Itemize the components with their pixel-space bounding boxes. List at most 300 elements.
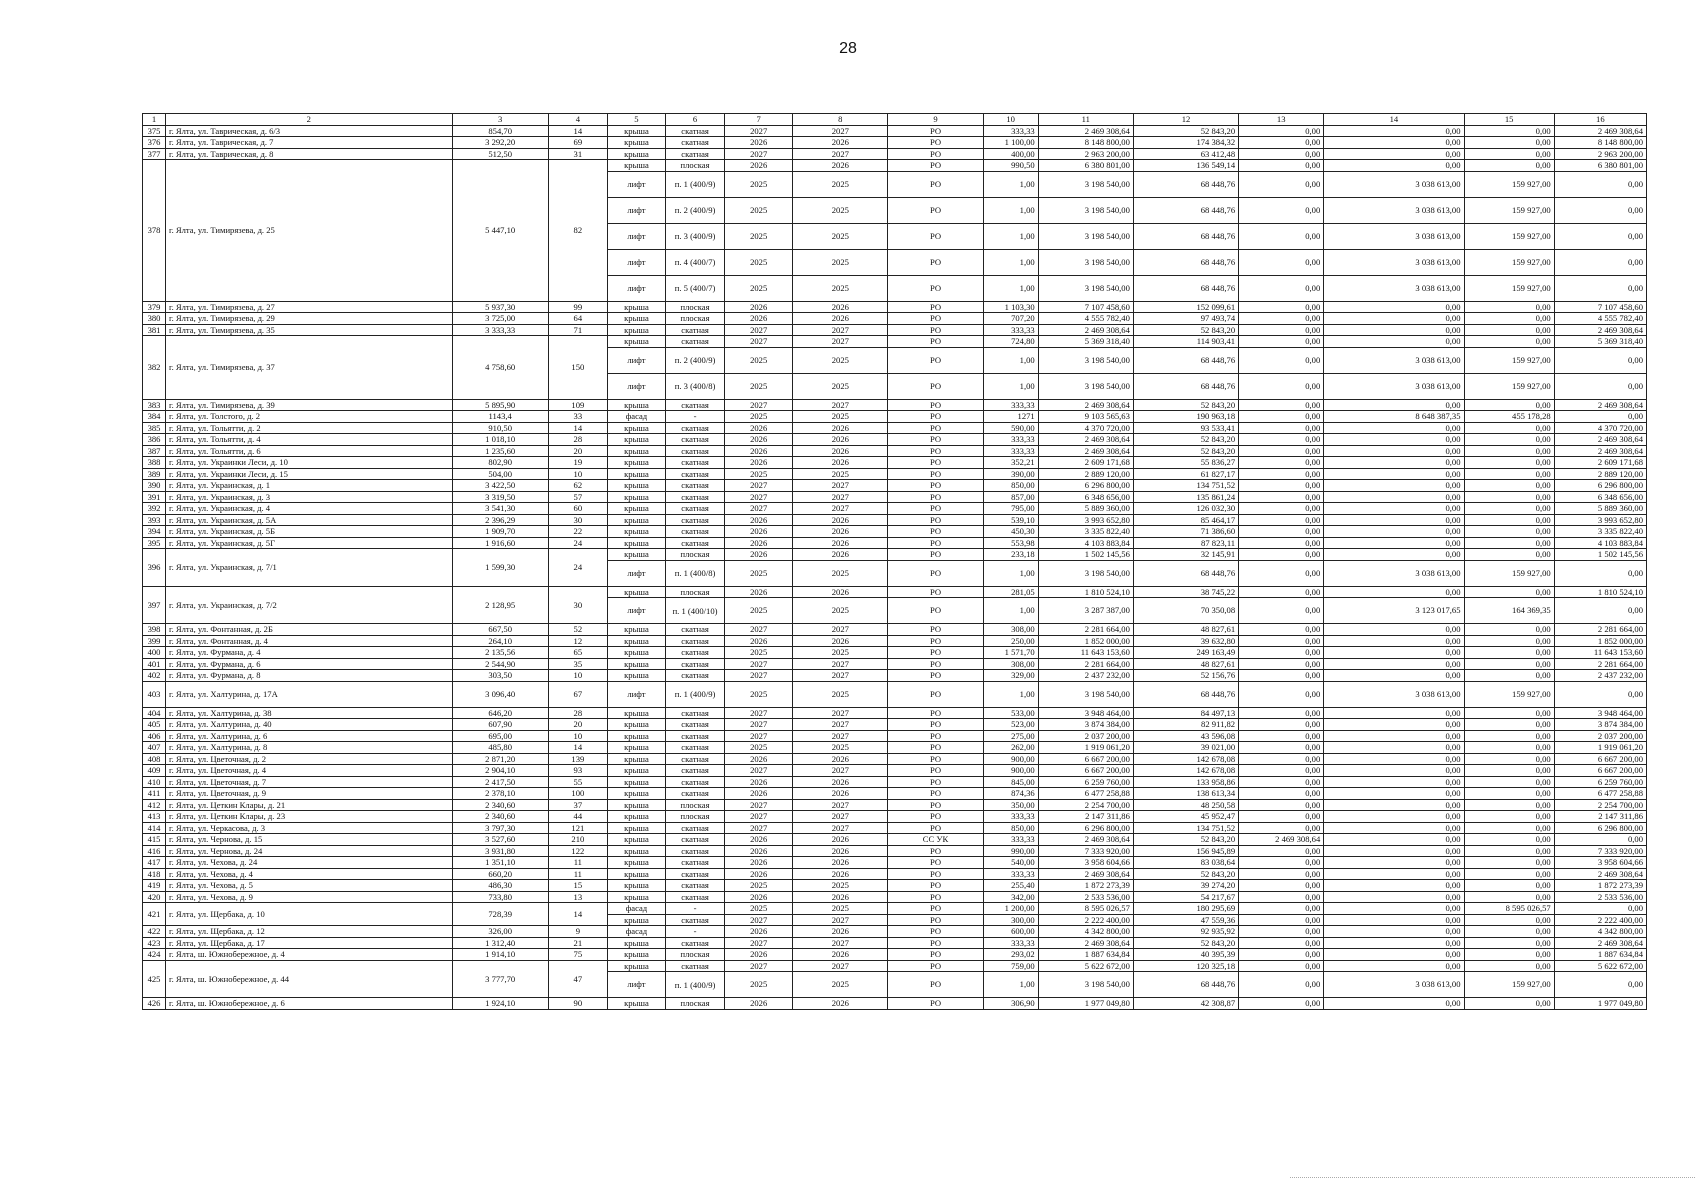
table-row	[143, 336, 1647, 348]
unit-cost-cell: 68 448,76	[1133, 171, 1238, 197]
volume-cell: 255,40	[983, 880, 1038, 892]
type-cell: скатная	[666, 834, 725, 846]
total-cost-cell: 2 469 308,64	[1038, 868, 1133, 880]
fund-b-cell: 0,00	[1464, 753, 1554, 765]
year-end-cell: 2026	[793, 868, 888, 880]
year-start-cell: 2026	[725, 998, 793, 1010]
year-end-cell: 2026	[793, 949, 888, 961]
area-cell: 1 018,10	[452, 434, 548, 446]
type-cell: скатная	[666, 707, 725, 719]
area-cell: 2 378,10	[452, 788, 548, 800]
region-funds-cell: 6 296 800,00	[1554, 480, 1646, 492]
residents-cell: 30	[548, 586, 607, 624]
area-cell: 1 916,60	[452, 537, 548, 549]
fund-b-cell: 159 927,00	[1464, 197, 1554, 223]
year-start-cell: 2026	[725, 160, 793, 172]
fund-a-cell: 0,00	[1324, 707, 1464, 719]
year-end-cell: 2026	[793, 857, 888, 869]
fund-b-cell: 159 927,00	[1464, 972, 1554, 998]
unit-cost-cell: 70 350,08	[1133, 598, 1238, 624]
fund-a-cell: 3 038 613,00	[1324, 972, 1464, 998]
owner-funds-cell: 0,00	[1239, 171, 1324, 197]
type-cell: п. 2 (400/9)	[666, 347, 725, 373]
total-cost-cell: 6 296 800,00	[1038, 480, 1133, 492]
year-end-cell: 2026	[793, 422, 888, 434]
fund-a-cell: 0,00	[1324, 937, 1464, 949]
residents-cell: 150	[548, 336, 607, 400]
source-cell: РО	[888, 336, 983, 348]
region-funds-cell: 5 889 360,00	[1554, 503, 1646, 515]
table-row	[143, 742, 1647, 754]
owner-funds-cell: 0,00	[1239, 857, 1324, 869]
row-number-cell: 408	[143, 753, 166, 765]
residents-cell: 33	[548, 411, 607, 423]
row-number-cell: 409	[143, 765, 166, 777]
area-cell: 646,20	[452, 707, 548, 719]
total-cost-cell: 3 198 540,00	[1038, 681, 1133, 707]
total-cost-cell: 1 810 524,10	[1038, 586, 1133, 598]
address-cell: г. Ялта, ул. Чехова, д. 4	[166, 868, 453, 880]
owner-funds-cell: 0,00	[1239, 411, 1324, 423]
total-cost-cell: 3 198 540,00	[1038, 347, 1133, 373]
unit-cost-cell: 39 632,80	[1133, 635, 1238, 647]
source-cell: РО	[888, 880, 983, 892]
type-cell: скатная	[666, 857, 725, 869]
unit-cost-cell: 135 861,24	[1133, 491, 1238, 503]
residents-cell: 14	[548, 903, 607, 926]
year-start-cell: 2027	[725, 719, 793, 731]
source-cell: РО	[888, 658, 983, 670]
fund-b-cell: 0,00	[1464, 765, 1554, 777]
total-cost-cell: 2 469 308,64	[1038, 125, 1133, 137]
type-cell: п. 3 (400/8)	[666, 373, 725, 399]
fund-b-cell: 0,00	[1464, 457, 1554, 469]
region-funds-cell: 0,00	[1554, 681, 1646, 707]
address-cell: г. Ялта, ул. Таврическая, д. 6/3	[166, 125, 453, 137]
source-cell: РО	[888, 148, 983, 160]
source-cell: РО	[888, 537, 983, 549]
owner-funds-cell: 0,00	[1239, 514, 1324, 526]
unit-cost-cell: 68 448,76	[1133, 972, 1238, 998]
source-cell: РО	[888, 776, 983, 788]
type-cell: плоская	[666, 586, 725, 598]
table-row	[143, 422, 1647, 434]
year-start-cell: 2027	[725, 503, 793, 515]
volume-cell: 342,00	[983, 891, 1038, 903]
source-cell: РО	[888, 598, 983, 624]
fund-b-cell: 0,00	[1464, 647, 1554, 659]
year-end-cell: 2027	[793, 399, 888, 411]
fund-b-cell: 0,00	[1464, 799, 1554, 811]
year-start-cell: 2027	[725, 799, 793, 811]
source-cell: РО	[888, 799, 983, 811]
table-row	[143, 457, 1647, 469]
header-row	[143, 114, 1647, 126]
row-number-cell: 380	[143, 313, 166, 325]
residents-cell: 19	[548, 457, 607, 469]
fund-b-cell: 0,00	[1464, 707, 1554, 719]
fund-a-cell: 0,00	[1324, 891, 1464, 903]
row-number-cell: 404	[143, 707, 166, 719]
volume-cell: 857,00	[983, 491, 1038, 503]
source-cell: РО	[888, 765, 983, 777]
volume-cell: 333,33	[983, 434, 1038, 446]
region-funds-cell: 2 254 700,00	[1554, 799, 1646, 811]
area-cell: 3 931,80	[452, 845, 548, 857]
total-cost-cell: 3 198 540,00	[1038, 171, 1133, 197]
residents-cell: 22	[548, 526, 607, 538]
address-cell: г. Ялта, ул. Цеткин Клары, д. 23	[166, 811, 453, 823]
volume-cell: 333,33	[983, 125, 1038, 137]
volume-cell: 293,02	[983, 949, 1038, 961]
area-cell: 326,00	[452, 926, 548, 938]
header-cell: 7	[725, 114, 793, 126]
region-funds-cell: 2 469 308,64	[1554, 445, 1646, 457]
row-number-cell: 419	[143, 880, 166, 892]
fund-a-cell: 3 038 613,00	[1324, 373, 1464, 399]
table-row	[143, 434, 1647, 446]
source-cell: РО	[888, 914, 983, 926]
source-cell: РО	[888, 491, 983, 503]
total-cost-cell: 6 296 800,00	[1038, 822, 1133, 834]
source-cell: РО	[888, 822, 983, 834]
residents-cell: 47	[548, 960, 607, 998]
region-funds-cell: 0,00	[1554, 834, 1646, 846]
volume-cell: 1,00	[983, 275, 1038, 301]
volume-cell: 250,00	[983, 635, 1038, 647]
year-end-cell: 2027	[793, 624, 888, 636]
owner-funds-cell: 0,00	[1239, 445, 1324, 457]
element-cell: крыша	[607, 160, 665, 172]
year-end-cell: 2026	[793, 753, 888, 765]
type-cell: скатная	[666, 422, 725, 434]
volume-cell: 990,00	[983, 845, 1038, 857]
volume-cell: 1,00	[983, 249, 1038, 275]
type-cell: скатная	[666, 776, 725, 788]
address-cell: г. Ялта, ул. Халтурина, д. 17А	[166, 681, 453, 707]
type-cell: скатная	[666, 635, 725, 647]
year-end-cell: 2026	[793, 776, 888, 788]
element-cell: крыша	[607, 491, 665, 503]
area-cell: 2 417,50	[452, 776, 548, 788]
element-cell: крыша	[607, 719, 665, 731]
area-cell: 512,50	[452, 148, 548, 160]
source-cell: РО	[888, 324, 983, 336]
owner-funds-cell: 0,00	[1239, 324, 1324, 336]
year-end-cell: 2027	[793, 491, 888, 503]
region-funds-cell: 1 810 524,10	[1554, 586, 1646, 598]
area-cell: 1 924,10	[452, 998, 548, 1010]
source-cell: РО	[888, 903, 983, 915]
fund-b-cell: 0,00	[1464, 998, 1554, 1010]
row-number-cell: 397	[143, 586, 166, 624]
address-cell: г. Ялта, ул. Толстого, д. 2	[166, 411, 453, 423]
owner-funds-cell: 0,00	[1239, 972, 1324, 998]
unit-cost-cell: 92 935,92	[1133, 926, 1238, 938]
unit-cost-cell: 61 827,17	[1133, 468, 1238, 480]
total-cost-cell: 3 948 464,00	[1038, 707, 1133, 719]
fund-b-cell: 0,00	[1464, 526, 1554, 538]
table-row	[143, 148, 1647, 160]
unit-cost-cell: 52 843,20	[1133, 445, 1238, 457]
region-funds-cell: 2 222 400,00	[1554, 914, 1646, 926]
type-cell: плоская	[666, 160, 725, 172]
fund-b-cell: 0,00	[1464, 445, 1554, 457]
address-cell: г. Ялта, ул. Таврическая, д. 7	[166, 137, 453, 149]
owner-funds-cell: 0,00	[1239, 526, 1324, 538]
area-cell: 3 422,50	[452, 480, 548, 492]
volume-cell: 390,00	[983, 468, 1038, 480]
unit-cost-cell: 142 678,08	[1133, 753, 1238, 765]
fund-a-cell: 3 038 613,00	[1324, 223, 1464, 249]
header-cell: 12	[1133, 114, 1238, 126]
region-funds-cell: 5 622 672,00	[1554, 960, 1646, 972]
fund-a-cell: 0,00	[1324, 457, 1464, 469]
type-cell: -	[666, 411, 725, 423]
fund-b-cell: 0,00	[1464, 811, 1554, 823]
region-funds-cell: 2 469 308,64	[1554, 125, 1646, 137]
year-start-cell: 2026	[725, 635, 793, 647]
total-cost-cell: 3 993 652,80	[1038, 514, 1133, 526]
year-start-cell: 2027	[725, 658, 793, 670]
fund-b-cell: 164 369,35	[1464, 598, 1554, 624]
unit-cost-cell: 39 021,00	[1133, 742, 1238, 754]
region-funds-cell: 3 948 464,00	[1554, 707, 1646, 719]
fund-a-cell: 0,00	[1324, 834, 1464, 846]
source-cell: РО	[888, 586, 983, 598]
type-cell: скатная	[666, 624, 725, 636]
residents-cell: 37	[548, 799, 607, 811]
residents-cell: 71	[548, 324, 607, 336]
owner-funds-cell: 0,00	[1239, 960, 1324, 972]
volume-cell: 1,00	[983, 347, 1038, 373]
region-funds-cell: 2 469 308,64	[1554, 399, 1646, 411]
year-start-cell: 2027	[725, 624, 793, 636]
type-cell: п. 1 (400/9)	[666, 972, 725, 998]
type-cell: плоская	[666, 949, 725, 961]
residents-cell: 60	[548, 503, 607, 515]
element-cell: крыша	[607, 811, 665, 823]
header-cell: 4	[548, 114, 607, 126]
total-cost-cell: 2 533 536,00	[1038, 891, 1133, 903]
residents-cell: 139	[548, 753, 607, 765]
total-cost-cell: 2 469 308,64	[1038, 434, 1133, 446]
address-cell: г. Ялта, ул. Украинская, д. 4	[166, 503, 453, 515]
row-number-cell: 398	[143, 624, 166, 636]
year-start-cell: 2025	[725, 903, 793, 915]
total-cost-cell: 4 342 800,00	[1038, 926, 1133, 938]
owner-funds-cell: 0,00	[1239, 880, 1324, 892]
year-start-cell: 2025	[725, 880, 793, 892]
element-cell: крыша	[607, 457, 665, 469]
owner-funds-cell: 0,00	[1239, 457, 1324, 469]
residents-cell: 30	[548, 514, 607, 526]
table-row	[143, 799, 1647, 811]
volume-cell: 329,00	[983, 670, 1038, 682]
volume-cell: 523,00	[983, 719, 1038, 731]
table-row	[143, 765, 1647, 777]
owner-funds-cell: 0,00	[1239, 399, 1324, 411]
row-number-cell: 412	[143, 799, 166, 811]
table-row	[143, 549, 1647, 561]
element-cell: фасад	[607, 411, 665, 423]
fund-a-cell: 0,00	[1324, 434, 1464, 446]
owner-funds-cell: 0,00	[1239, 586, 1324, 598]
address-cell: г. Ялта, ул. Фурмана, д. 4	[166, 647, 453, 659]
element-cell: крыша	[607, 503, 665, 515]
area-cell: 5 447,10	[452, 160, 548, 302]
address-cell: г. Ялта, ул. Халтурина, д. 38	[166, 707, 453, 719]
unit-cost-cell: 68 448,76	[1133, 681, 1238, 707]
element-cell: крыша	[607, 730, 665, 742]
type-cell: скатная	[666, 891, 725, 903]
type-cell: скатная	[666, 742, 725, 754]
unit-cost-cell: 152 099,61	[1133, 301, 1238, 313]
year-end-cell: 2027	[793, 148, 888, 160]
year-end-cell: 2027	[793, 937, 888, 949]
owner-funds-cell: 0,00	[1239, 937, 1324, 949]
fund-a-cell: 0,00	[1324, 125, 1464, 137]
capital-repair-table	[142, 113, 1647, 1010]
table-row	[143, 411, 1647, 423]
fund-b-cell: 0,00	[1464, 949, 1554, 961]
fund-a-cell: 3 038 613,00	[1324, 347, 1464, 373]
fund-a-cell: 3 123 017,65	[1324, 598, 1464, 624]
fund-a-cell: 0,00	[1324, 647, 1464, 659]
unit-cost-cell: 142 678,08	[1133, 765, 1238, 777]
element-cell: крыша	[607, 537, 665, 549]
type-cell: скатная	[666, 658, 725, 670]
table-row	[143, 681, 1647, 707]
address-cell: г. Ялта, ул. Украинки Леси, д. 10	[166, 457, 453, 469]
volume-cell: 400,00	[983, 148, 1038, 160]
area-cell: 2 871,20	[452, 753, 548, 765]
year-end-cell: 2026	[793, 301, 888, 313]
year-start-cell: 2025	[725, 373, 793, 399]
address-cell: г. Ялта, ш. Южнобережное, д. 44	[166, 960, 453, 998]
row-number-cell: 410	[143, 776, 166, 788]
fund-a-cell: 3 038 613,00	[1324, 560, 1464, 586]
owner-funds-cell: 0,00	[1239, 624, 1324, 636]
unit-cost-cell: 68 448,76	[1133, 373, 1238, 399]
total-cost-cell: 4 555 782,40	[1038, 313, 1133, 325]
year-start-cell: 2026	[725, 845, 793, 857]
address-cell: г. Ялта, ул. Цветочная, д. 2	[166, 753, 453, 765]
element-cell: крыша	[607, 549, 665, 561]
volume-cell: 333,33	[983, 445, 1038, 457]
fund-a-cell: 0,00	[1324, 822, 1464, 834]
area-cell: 2 340,60	[452, 811, 548, 823]
year-start-cell: 2027	[725, 960, 793, 972]
type-cell: п. 1 (400/10)	[666, 598, 725, 624]
unit-cost-cell: 68 448,76	[1133, 223, 1238, 249]
fund-b-cell: 0,00	[1464, 960, 1554, 972]
owner-funds-cell: 0,00	[1239, 811, 1324, 823]
owner-funds-cell: 0,00	[1239, 788, 1324, 800]
source-cell: РО	[888, 160, 983, 172]
fund-b-cell: 0,00	[1464, 148, 1554, 160]
year-end-cell: 2026	[793, 998, 888, 1010]
owner-funds-cell: 0,00	[1239, 719, 1324, 731]
address-cell: г. Ялта, ул. Украинки Леси, д. 15	[166, 468, 453, 480]
residents-cell: 11	[548, 857, 607, 869]
element-cell: крыша	[607, 514, 665, 526]
fund-a-cell: 0,00	[1324, 399, 1464, 411]
total-cost-cell: 2 281 664,00	[1038, 658, 1133, 670]
volume-cell: 533,00	[983, 707, 1038, 719]
owner-funds-cell: 0,00	[1239, 560, 1324, 586]
volume-cell: 1 200,00	[983, 903, 1038, 915]
address-cell: г. Ялта, ул. Фурмана, д. 6	[166, 658, 453, 670]
region-funds-cell: 1 919 061,20	[1554, 742, 1646, 754]
fund-a-cell: 3 038 613,00	[1324, 171, 1464, 197]
year-end-cell: 2026	[793, 834, 888, 846]
unit-cost-cell: 45 952,47	[1133, 811, 1238, 823]
volume-cell: 333,33	[983, 324, 1038, 336]
fund-a-cell: 0,00	[1324, 445, 1464, 457]
address-cell: г. Ялта, ул. Цветочная, д. 7	[166, 776, 453, 788]
area-cell: 1143,4	[452, 411, 548, 423]
source-cell: РО	[888, 313, 983, 325]
region-funds-cell: 4 342 800,00	[1554, 926, 1646, 938]
table-row	[143, 313, 1647, 325]
total-cost-cell: 3 198 540,00	[1038, 275, 1133, 301]
year-end-cell: 2027	[793, 822, 888, 834]
table-row	[143, 753, 1647, 765]
type-cell: скатная	[666, 670, 725, 682]
owner-funds-cell: 0,00	[1239, 434, 1324, 446]
year-start-cell: 2026	[725, 753, 793, 765]
fund-b-cell: 0,00	[1464, 301, 1554, 313]
owner-funds-cell: 0,00	[1239, 249, 1324, 275]
owner-funds-cell: 0,00	[1239, 742, 1324, 754]
fund-a-cell: 0,00	[1324, 868, 1464, 880]
table-row	[143, 137, 1647, 149]
total-cost-cell: 3 874 384,00	[1038, 719, 1133, 731]
table-row	[143, 624, 1647, 636]
region-funds-cell: 0,00	[1554, 347, 1646, 373]
fund-a-cell: 0,00	[1324, 658, 1464, 670]
element-cell: крыша	[607, 670, 665, 682]
owner-funds-cell: 0,00	[1239, 949, 1324, 961]
row-number-cell: 392	[143, 503, 166, 515]
owner-funds-cell: 0,00	[1239, 799, 1324, 811]
unit-cost-cell: 39 274,20	[1133, 880, 1238, 892]
area-cell: 486,30	[452, 880, 548, 892]
element-cell: крыша	[607, 137, 665, 149]
volume-cell: 333,33	[983, 868, 1038, 880]
page-number: 28	[839, 40, 857, 57]
table-row	[143, 658, 1647, 670]
header-cell: 14	[1324, 114, 1464, 126]
unit-cost-cell: 38 745,22	[1133, 586, 1238, 598]
type-cell: скатная	[666, 148, 725, 160]
source-cell: РО	[888, 753, 983, 765]
element-cell: фасад	[607, 903, 665, 915]
year-start-cell: 2025	[725, 681, 793, 707]
table-row	[143, 811, 1647, 823]
region-funds-cell: 7 333 920,00	[1554, 845, 1646, 857]
residents-cell: 12	[548, 635, 607, 647]
region-funds-cell: 1 977 049,80	[1554, 998, 1646, 1010]
source-cell: РО	[888, 937, 983, 949]
owner-funds-cell: 0,00	[1239, 845, 1324, 857]
total-cost-cell: 2 469 308,64	[1038, 324, 1133, 336]
year-end-cell: 2027	[793, 503, 888, 515]
total-cost-cell: 8 148 800,00	[1038, 137, 1133, 149]
type-cell: скатная	[666, 730, 725, 742]
source-cell: РО	[888, 422, 983, 434]
